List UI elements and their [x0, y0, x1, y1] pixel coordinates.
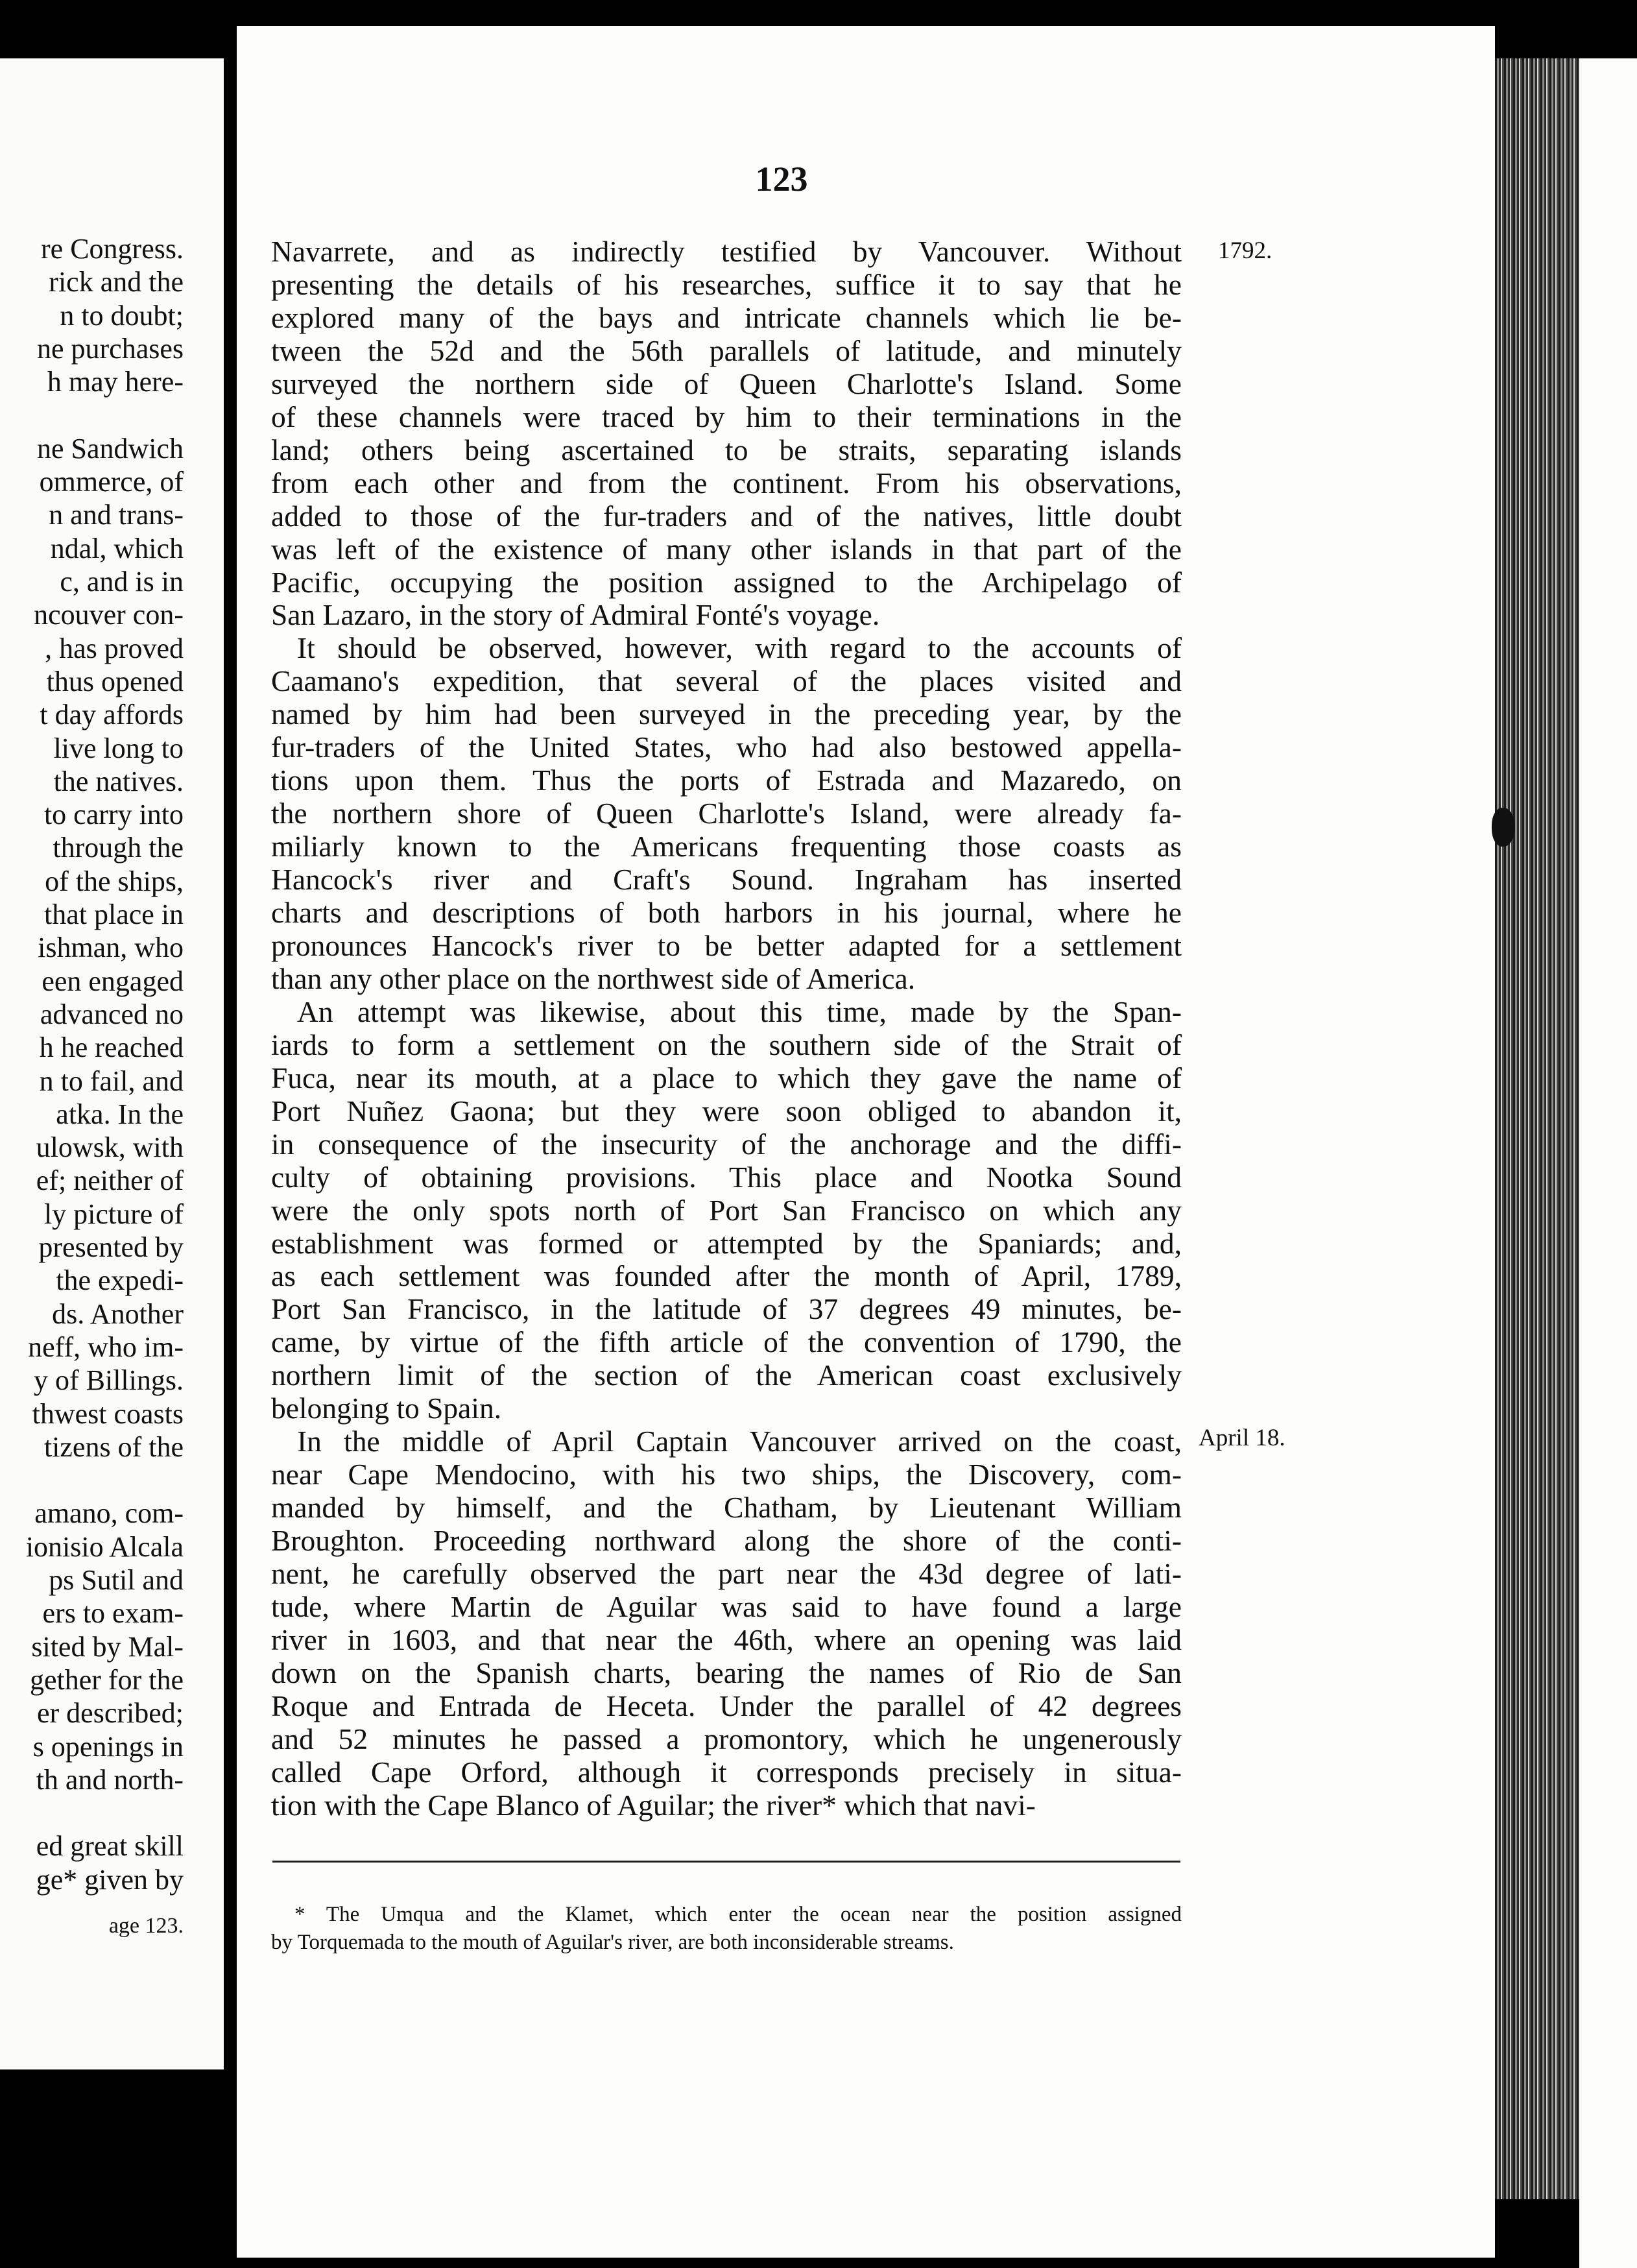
body-line: near Cape Mendocino, with his two ships, the Discovery, com- [271, 1458, 1182, 1491]
body-line: tude, where Martin de Aguilar was said to have found a large [271, 1589, 1182, 1623]
body-line: in consequence of the insecurity of the anchorage and the diffi- [271, 1127, 1182, 1161]
body-line: river in 1603, and that near the 46th, where an opening was laid [271, 1623, 1182, 1656]
left-page-footnote: age 123. [108, 1914, 184, 1938]
left-page-line: the expedi- [56, 1264, 184, 1297]
footnote-line: by Torquemada to the mouth of Aguilar's river, are both inconsiderable streams. [271, 1931, 954, 1954]
left-page-line: the natives. [53, 765, 184, 797]
body-line: named by him had been surveyed in the preceding year, by the [271, 697, 1182, 731]
left-page-line: ne Sandwich [36, 432, 184, 464]
body-line: nent, he carefully observed the part near the 43d degree of lati- [271, 1557, 1182, 1590]
left-page-line: , has proved [45, 632, 184, 664]
margin-note-year: 1792. [1218, 237, 1273, 264]
left-page-line: live long to [53, 732, 184, 764]
left-page-line: ps Sutil and [49, 1564, 184, 1596]
left-page-line: h he reached [39, 1031, 184, 1064]
left-page-line: n and trans- [49, 499, 184, 531]
body-line: pronounces Hancock's river to be better adapted for a settlement [271, 928, 1182, 962]
left-page-line: ne purchases [36, 332, 184, 365]
left-page-line: presented by [38, 1231, 184, 1263]
body-line: manded by himself, and the Chatham, by Lieutenant William [271, 1491, 1182, 1525]
body-line: belonging to Spain. [271, 1392, 502, 1425]
left-page-line: atka. In the [56, 1098, 184, 1130]
left-page-line: ndal, which [50, 532, 184, 564]
left-page-line: rick and the [49, 266, 184, 298]
body-line: Roque and Entrada de Heceta. Under the parallel of 42 degrees [271, 1689, 1182, 1722]
left-page-line: n to doubt; [60, 299, 184, 332]
body-line: of these channels were traced by him to their terminations in the [271, 400, 1182, 433]
left-page-line: ef; neither of [36, 1164, 184, 1197]
left-page-line: h may here- [47, 366, 184, 398]
left-page-line: th and north- [36, 1763, 184, 1796]
left-page-line: n to fail, and [39, 1065, 184, 1097]
body-line: as each settlement was founded after the month of April, 1789, [271, 1259, 1182, 1293]
left-page-line: ncouver con- [34, 599, 184, 631]
left-page-line: ishman, who [38, 932, 184, 964]
body-line: and 52 minutes he passed a promontory, which he ungenerously [271, 1722, 1182, 1755]
body-line: Port San Francisco, in the latitude of 37 degrees 49 minutes, be- [271, 1292, 1182, 1326]
footnote-rule [272, 1861, 1180, 1863]
body-line: land; others being ascertained to be straits, separating islands [271, 433, 1182, 466]
body-line: presenting the details of his researches, suffice it to say that he [271, 267, 1182, 301]
body-line: were the only spots north of Port San Francisco on which any [271, 1193, 1182, 1227]
ink-stain [1492, 808, 1515, 847]
body-line: Broughton. Proceeding northward along the shore of the conti- [271, 1524, 1182, 1558]
right-margin [1579, 58, 1637, 2268]
body-line: tween the 52d and the 56th parallels of latitude, and minutely [271, 333, 1182, 367]
footnote-line: * The Umqua and the Klamet, which enter the ocean near the position assigned [294, 1903, 1182, 1926]
page-number: 123 [755, 160, 808, 199]
left-page-line: tizens of the [43, 1430, 184, 1463]
left-page-line: of the ships, [45, 865, 184, 897]
body-line: San Lazaro, in the story of Admiral Fonté's voyage. [271, 598, 880, 632]
body-line: than any other place on the northwest side of America. [271, 961, 916, 995]
left-page-line: thwest coasts [32, 1397, 184, 1430]
body-line: charts and descriptions of both harbors in his journal, where he [271, 896, 1182, 929]
left-page-line: that place in [43, 899, 184, 930]
body-line: culty of obtaining provisions. This place and Nootka Sound [271, 1160, 1182, 1194]
body-line: called Cape Orford, although it corresponds precisely in situa- [271, 1755, 1182, 1789]
left-page-line: ds. Another [52, 1297, 184, 1330]
margin-note-date: April 18. [1199, 1425, 1285, 1451]
left-page-line: er described; [37, 1697, 184, 1730]
left-page-line: ers to exam- [42, 1597, 184, 1630]
body-line: Fuca, near its mouth, at a place to which they gave the name of [271, 1061, 1182, 1094]
left-page-line: s openings in [32, 1730, 184, 1763]
left-page-line: re Congress. [41, 233, 184, 265]
body-line: tions upon them. Thus the ports of Estrada and Mazaredo, on [271, 764, 1182, 797]
left-facing-page [0, 58, 224, 2069]
left-page-line: ge* given by [36, 1863, 184, 1896]
left-page-line: advanced no [40, 998, 184, 1030]
body-line: from each other and from the continent. From his observations, [271, 466, 1182, 500]
body-line: the northern shore of Queen Charlotte's Island, were already fa- [271, 797, 1182, 830]
body-line: In the middle of April Captain Vancouver arrived on the coast, [297, 1425, 1182, 1458]
left-page-line: sited by Mal- [31, 1630, 184, 1663]
book-gutter [224, 0, 237, 2268]
left-page-line: gether for the [30, 1663, 184, 1696]
left-page-line: ulowsk, with [36, 1131, 184, 1164]
body-line: northern limit of the section of the American coast exclusively [271, 1358, 1182, 1392]
left-page-line: neff, who im- [28, 1331, 184, 1363]
left-page-line: t day affords [40, 699, 184, 731]
body-line: Pacific, occupying the position assigned to the Archipelago of [271, 565, 1182, 599]
left-page-line: through the [53, 832, 184, 864]
body-line: Caamano's expedition, that several of the places visited and [271, 664, 1182, 698]
body-line: added to those of the fur-traders and of the natives, little doubt [271, 499, 1182, 533]
left-page-line: amano, com- [34, 1497, 184, 1530]
left-page-line: c, and is in [60, 566, 184, 597]
body-line: came, by virtue of the fifth article of the convention of 1790, the [271, 1325, 1182, 1359]
body-line: was left of the existence of many other islands in that part of the [271, 532, 1182, 566]
body-line: tion with the Cape Blanco of Aguilar; the river* which that navi- [271, 1788, 1036, 1822]
left-page-line: y of Billings. [33, 1364, 184, 1397]
left-page-line: ly picture of [43, 1198, 184, 1230]
left-page-line: thus opened [46, 665, 184, 697]
body-line: down on the Spanish charts, bearing the names of Rio de San [271, 1656, 1182, 1689]
left-page-line: ed great skill [36, 1830, 184, 1863]
body-line: Port Nuñez Gaona; but they were soon obliged to abandon it, [271, 1094, 1182, 1128]
body-line: surveyed the northern side of Queen Charlotte's Island. Some [271, 367, 1182, 400]
left-page-line: een engaged [42, 965, 184, 997]
body-line: explored many of the bays and intricate channels which lie be- [271, 300, 1182, 334]
body-line: fur-traders of the United States, who had also bestowed appella- [271, 730, 1182, 764]
left-page-line: ionisio Alcala [25, 1530, 184, 1563]
body-line: miliarly known to the Americans frequenting those coasts as [271, 830, 1182, 863]
body-line: Navarrete, and as indirectly testified by Vancouver. Without [271, 235, 1182, 268]
body-line: An attempt was likewise, about this time, made by the Span- [297, 995, 1182, 1028]
body-line: It should be observed, however, with regard to the accounts of [297, 631, 1182, 665]
body-line: iards to form a settlement on the southern side of the Strait of [271, 1028, 1182, 1061]
left-page-line: ommerce, of [39, 466, 184, 498]
body-line: Hancock's river and Craft's Sound. Ingraham has inserted [271, 863, 1182, 897]
left-page-line: to carry into [43, 799, 184, 831]
page-edges [1495, 58, 1579, 2199]
body-line: establishment was formed or attempted by the Spaniards; and, [271, 1226, 1182, 1260]
